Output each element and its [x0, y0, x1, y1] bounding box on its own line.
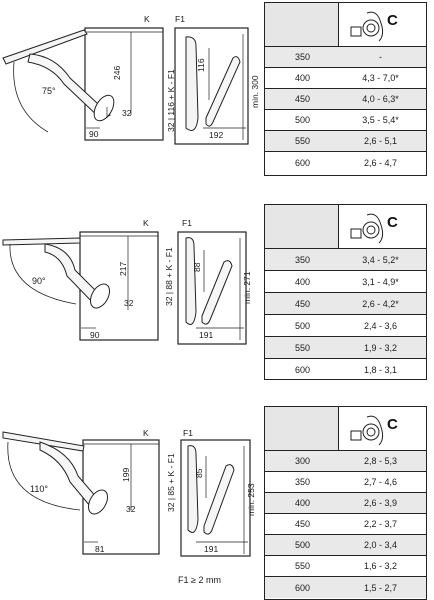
dim-formula: 32 | 88 + K - F1 — [164, 247, 174, 306]
dim-f1: F1 — [183, 428, 193, 438]
angle-label: 75° — [42, 86, 56, 96]
dim-height-mid: 85 — [194, 468, 204, 478]
dim-min: min. 271 — [242, 271, 252, 304]
fitting-drawing-75 — [0, 0, 262, 180]
dim-width-right: 191 — [204, 544, 219, 554]
dim-height-left: 217 — [118, 261, 128, 276]
dim-min: min. 253 — [246, 483, 256, 516]
dim-f1: F1 — [175, 14, 185, 24]
table-row: 400 2,6 - 3,9 — [265, 493, 426, 514]
lift-mechanism-icon — [349, 209, 409, 247]
table-row: 600 1,8 - 3,1 — [295, 365, 398, 375]
dim-width-right: 191 — [199, 330, 214, 340]
svg-text:C: C — [387, 214, 398, 231]
dim-32: 32 — [126, 504, 136, 514]
angle-label: 90° — [32, 276, 46, 286]
force-table-90 — [264, 204, 427, 380]
section-90 — [0, 200, 434, 380]
dim-width-left: 90 — [89, 129, 99, 139]
fitting-drawing-90 — [0, 200, 262, 380]
dim-k: K — [143, 428, 149, 438]
table-row: 400 4,3 - 7,0* — [265, 68, 426, 89]
table-row: 300 2,8 - 5,3 — [265, 451, 426, 472]
dim-min: min. 300 — [250, 75, 260, 108]
table-row: 600 2,6 - 4,7 — [295, 157, 398, 168]
dim-width-right: 192 — [209, 130, 224, 140]
table-row: 600 1,5 - 2,7 — [265, 577, 426, 598]
fitting-drawing-110 — [0, 402, 262, 572]
dim-f1: F1 — [182, 218, 192, 228]
section-110 — [0, 402, 434, 600]
table-row: 500 2,4 - 3,6 — [265, 315, 426, 337]
svg-text:C: C — [387, 12, 398, 29]
dim-width-left: 90 — [90, 330, 100, 340]
table-row: 500 3,5 - 5,4* — [265, 110, 426, 131]
table-row: 500 2,0 - 3,4 — [265, 535, 426, 556]
table-row: 550 2,6 - 5,1 — [265, 131, 426, 152]
lift-mechanism-icon — [349, 7, 409, 45]
dim-formula: 32 | 85 + K - F1 — [166, 453, 176, 512]
angle-label: 110° — [30, 484, 48, 494]
dim-32: 32 — [124, 298, 134, 308]
dim-height-mid: 116 — [196, 58, 206, 72]
force-table-75 — [264, 2, 427, 176]
table-row: 400 3,1 - 4,9* — [265, 271, 426, 293]
table-row: 350 3,4 - 5,2* — [265, 249, 426, 271]
dim-height-left: 199 — [121, 467, 131, 482]
table-header — [265, 205, 426, 249]
dim-formula: 32 | 116 + K - F1 — [166, 69, 176, 132]
dim-k: K — [143, 218, 149, 228]
table-row: 450 2,2 - 3,7 — [265, 514, 426, 535]
table-row: 450 4,0 - 6,3* — [265, 89, 426, 110]
dim-height-left: 246 — [112, 65, 122, 80]
dim-32: 32 — [122, 108, 132, 118]
table-row: 550 1,9 - 3,2 — [265, 337, 426, 359]
table-row: 550 1,6 - 3,2 — [265, 556, 426, 577]
table-header — [265, 3, 426, 47]
table-row: 350 2,7 - 4,6 — [265, 472, 426, 493]
force-table-110 — [264, 406, 427, 600]
dim-width-left: 81 — [95, 544, 105, 554]
svg-text:C: C — [387, 416, 398, 433]
table-header — [265, 407, 426, 451]
dim-k: K — [144, 14, 150, 24]
table-row: 350 - — [265, 47, 426, 68]
table-row: 450 2,6 - 4,2* — [265, 293, 426, 315]
f1-note: F1 ≥ 2 mm — [178, 575, 221, 585]
section-75 — [0, 0, 434, 180]
dim-height-mid: 88 — [192, 262, 202, 272]
lift-mechanism-icon — [349, 411, 409, 449]
